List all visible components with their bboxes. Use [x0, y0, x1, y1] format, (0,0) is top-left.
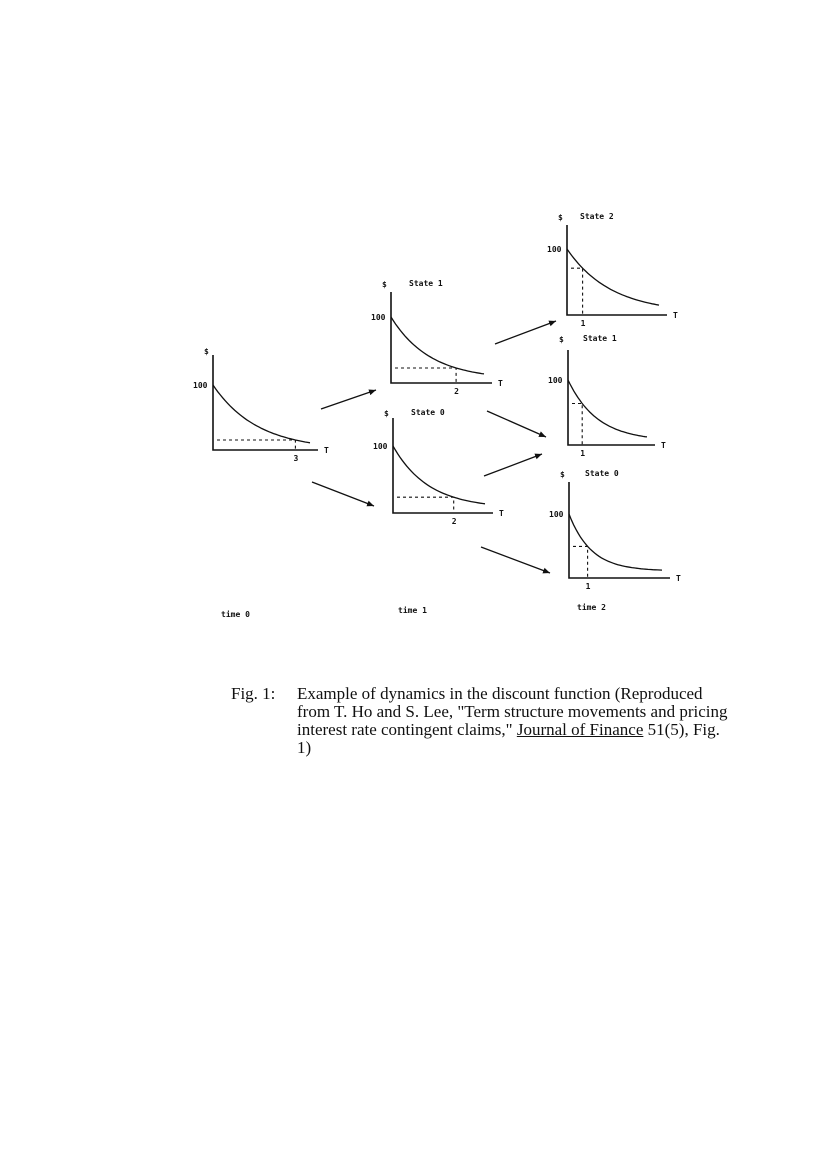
y-axis-label: $ [559, 335, 564, 344]
y-value-label: 100 [373, 442, 388, 451]
y-value-label: 100 [549, 510, 564, 519]
y-value-label: 100 [547, 245, 562, 254]
caption-body [297, 685, 737, 757]
panel-t2s2 [547, 212, 678, 328]
tick-label: 3 [293, 454, 299, 463]
y-value-label: 100 [193, 381, 208, 390]
tick-label: 1 [580, 319, 586, 328]
y-axis-label: $ [382, 280, 387, 289]
y-axis-label: $ [560, 470, 565, 479]
axes [568, 350, 655, 445]
t-axis-label: T [499, 509, 504, 518]
tick-label: 2 [454, 387, 459, 396]
caption-text-end: 51(5), Fig. 1) [297, 720, 720, 757]
price-guide [572, 404, 582, 446]
axes [393, 418, 493, 513]
state-label: State 0 [411, 408, 445, 417]
arrow [481, 547, 550, 573]
panel-t1s1 [371, 279, 503, 396]
discount-curve [569, 514, 662, 570]
price-guide [217, 440, 295, 450]
caption-journal: Journal of Finance [516, 720, 644, 739]
price-guide [397, 497, 454, 513]
tick-label: 1 [580, 449, 586, 458]
arrow [495, 321, 556, 344]
state-label: State 1 [409, 279, 443, 288]
caption-text: Example of dynamics in the discount function (Reproduced from T. Ho and S. Lee, "Term structure movements and pricing interest rate contingent claims," [297, 684, 728, 739]
price-guide [571, 268, 583, 315]
axes [213, 355, 318, 450]
discount-curve [391, 317, 484, 374]
t-axis-label: T [673, 311, 678, 320]
state-label: State 1 [583, 334, 617, 343]
panel-t2s1 [548, 334, 666, 458]
tick-label: 2 [451, 517, 457, 526]
t-axis-label: T [498, 379, 503, 388]
y-value-label: 100 [371, 313, 386, 322]
tick-label: 1 [585, 582, 591, 591]
discount-curve [213, 385, 310, 443]
panel-t0 [193, 347, 329, 463]
arrow [487, 411, 546, 437]
time-label: time 2 [577, 603, 606, 612]
state-label: State 0 [585, 469, 619, 478]
axes [567, 225, 667, 315]
state-label: State 2 [580, 212, 614, 221]
t-axis-label: T [324, 446, 329, 455]
y-value-label: 100 [548, 376, 563, 385]
arrow [321, 390, 376, 409]
y-axis-label: $ [384, 409, 389, 418]
panel-t1s0 [373, 408, 504, 526]
arrow [484, 454, 542, 476]
arrow [312, 482, 374, 506]
discount-curve [567, 249, 659, 305]
discount-curve [568, 380, 647, 437]
t-axis-label: T [661, 441, 666, 450]
axes [569, 482, 670, 578]
time-label: time 1 [398, 606, 427, 615]
t-axis-label: T [676, 574, 681, 583]
y-axis-label: $ [558, 213, 563, 222]
discount-curve [393, 446, 485, 504]
figure-caption [231, 685, 751, 757]
panel-t2s0 [549, 469, 681, 591]
time-label: time 0 [221, 610, 250, 619]
y-axis-label: $ [204, 347, 209, 356]
caption-label: Fig. 1: [231, 684, 276, 703]
price-guide [573, 546, 588, 578]
price-guide [395, 368, 456, 383]
